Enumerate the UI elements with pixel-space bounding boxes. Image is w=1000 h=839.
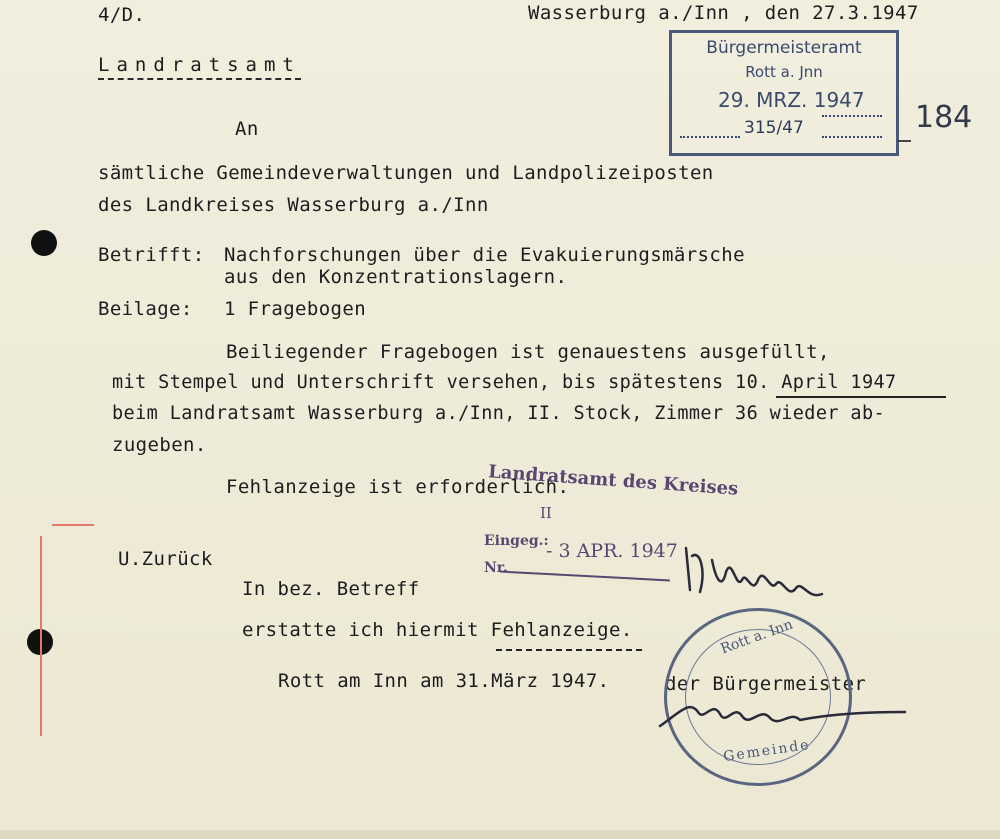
body-line-4: zugeben. bbox=[112, 434, 207, 456]
received-stamp-ref: Nr. bbox=[484, 560, 508, 576]
reply-back: U.Zurück bbox=[118, 548, 213, 570]
seal-bottom-text: Gemeinde bbox=[722, 736, 812, 766]
stamp-number: 315/47 bbox=[744, 118, 804, 138]
authority-title: Landratsamt bbox=[98, 54, 301, 80]
stamp-date: 29. MRZ. 1947 bbox=[718, 88, 865, 112]
subject-label: Betrifft: bbox=[98, 244, 205, 266]
body-line-3: beim Landratsamt Wasserburg a./Inn, II. Stock, Zimmer 36 wieder ab- bbox=[112, 403, 886, 424]
address-line-1: sämtliche Gemeindeverwaltungen und Landpolizeiposten bbox=[98, 162, 714, 184]
seal-top-text: Rott a. Inn bbox=[718, 616, 795, 658]
address-line-2: des Landkreises Wasserburg a./Inn bbox=[98, 194, 489, 216]
enclosure-text: 1 Fragebogen bbox=[224, 298, 367, 320]
page-edge bbox=[0, 830, 1000, 839]
stamp-line-2: Rott a. Jnn bbox=[745, 63, 823, 81]
place-date: Wasserburg a./Inn , den 27.3.1947 bbox=[528, 2, 919, 24]
reply-line-1: In bez. Betreff bbox=[242, 578, 420, 600]
stamp-line-1: Bürgermeisteramt bbox=[706, 38, 862, 58]
reply-line-2: erstatte ich hiermit Fehlanzeige. bbox=[242, 619, 633, 641]
received-stamp-dept: II bbox=[540, 504, 552, 522]
body-line-2: mit Stempel und Unterschrift versehen, bis spätestens 10. April 1947 bbox=[112, 372, 897, 393]
subject-line-1: Nachforschungen über die Evakuierungsmärsche bbox=[224, 244, 745, 266]
received-stamp-title: Landratsamt des Kreises bbox=[487, 461, 739, 500]
body-line-5: Fehlanzeige ist erforderlich. bbox=[226, 476, 570, 498]
reply-place-date: Rott am Inn am 31.März 1947. bbox=[278, 670, 610, 692]
subject-line-2: aus den Konzentrationslagern. bbox=[224, 266, 568, 288]
body-line-1: Beiliegender Fragebogen ist genauestens ausgefüllt, bbox=[226, 341, 830, 363]
signatory-label: der Bürgermeister bbox=[665, 673, 867, 695]
enclosure-label: Beilage: bbox=[98, 298, 193, 320]
received-stamp-label: Eingeg.: bbox=[484, 533, 549, 549]
reference-number: 4/D. bbox=[98, 4, 146, 26]
address-to: An bbox=[235, 118, 259, 140]
signature-lower bbox=[660, 707, 905, 726]
page-number: 184 bbox=[915, 100, 973, 135]
received-stamp-date: - 3 APR. 1947 bbox=[546, 540, 678, 562]
